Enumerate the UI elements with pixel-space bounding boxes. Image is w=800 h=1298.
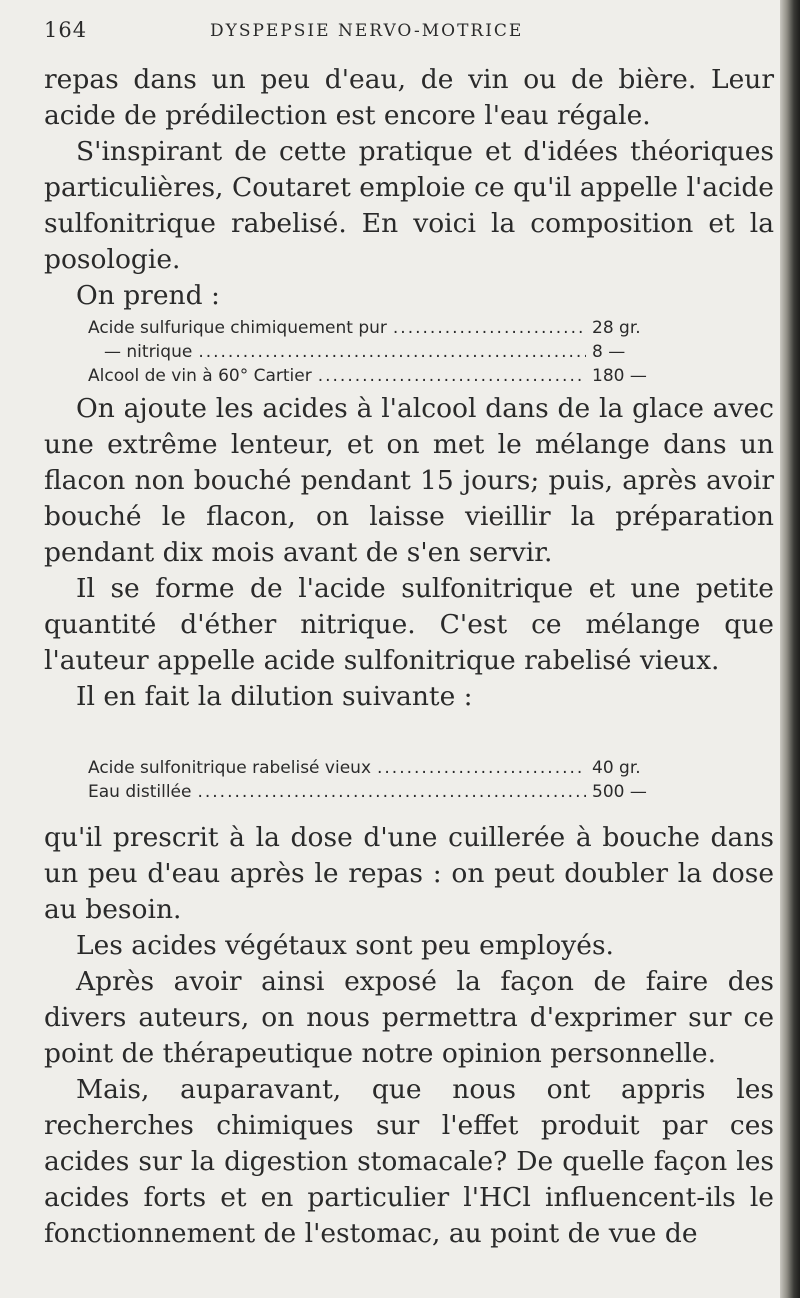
paragraph: Après avoir ainsi exposé la façon de faire des divers auteurs, on nous permettra d'exprimer sur ce point de thérapeutique notre opinion personnelle. — [44, 966, 774, 1069]
recipe-row — [88, 364, 684, 388]
recipe-quantity: 8 — — [592, 342, 626, 362]
paragraph: On prend : — [76, 280, 220, 311]
paragraph: Il en fait la dilution suivante : — [76, 681, 473, 712]
page-header — [44, 18, 784, 54]
recipe-quantity: 500 — — [592, 782, 647, 802]
dot-leader — [377, 756, 586, 780]
page-number: 164 — [44, 18, 88, 42]
paragraph: Il se forme de l'acide sulfonitrique et une petite quantité d'éther nitrique. C'est ce mélange que l'auteur appelle acide sulfonitrique rabelisé vieux. — [44, 573, 774, 676]
paragraph: S'inspirant de cette pratique et d'idées théoriques particulières, Coutaret emploie ce qu'il appelle l'acide sulfonitrique rabelisé. En voici la composition et la posologie. — [44, 136, 774, 275]
recipe-quantity: 180 — — [592, 366, 647, 386]
dot-leader — [393, 316, 586, 340]
paragraph: Mais, auparavant, que nous ont appris les recherches chimiques sur l'effet produit par ces acides sur la digestion stomacale? De quelle façon les acides forts et en particulier l'HCl influencent-ils le fonctionnement de l'estomac, au point de vue de — [44, 1074, 774, 1249]
recipe-table-2 — [88, 756, 684, 804]
recipe-ingredient: Alcool de vin à 60° Cartier — [88, 366, 312, 386]
page-edge-shadow — [780, 0, 800, 1298]
running-title: DYSPEPSIE NERVO-MOTRICE — [210, 21, 524, 41]
recipe-ingredient: Acide sulfonitrique rabelisé vieux — [88, 758, 371, 778]
recipe-ingredient: — nitrique — [104, 342, 193, 362]
recipe-ingredient: Acide sulfurique chimiquement pur — [88, 318, 387, 338]
recipe-quantity: 40 gr. — [592, 758, 641, 778]
recipe-ingredient: Eau distillée — [88, 782, 192, 802]
dot-leader — [318, 364, 586, 388]
recipe-table-1 — [88, 316, 684, 388]
text-block-bottom — [44, 820, 774, 1252]
dot-leader — [197, 780, 586, 804]
recipe-quantity: 28 gr. — [592, 318, 641, 338]
recipe-row — [88, 780, 684, 804]
text-block-middle — [44, 391, 774, 715]
paragraph: On ajoute les acides à l'alcool dans de la glace avec une extrême lenteur, et on met le mélange dans un flacon non bouché pendant 15 jours; puis, après avoir bouché le flacon, on laisse vieillir la préparation pendant dix mois avant de s'en servir. — [44, 393, 774, 568]
paragraph: Les acides végétaux sont peu employés. — [76, 930, 614, 961]
text-block-top — [44, 62, 774, 314]
recipe-row — [88, 340, 684, 364]
recipe-row — [88, 756, 684, 780]
dot-leader — [198, 340, 586, 364]
recipe-row — [88, 316, 684, 340]
paragraph: repas dans un peu d'eau, de vin ou de bière. Leur acide de prédilection est encore l'eau régale. — [44, 64, 774, 131]
paragraph: qu'il prescrit à la dose d'une cuillerée à bouche dans un peu d'eau après le repas : on peut doubler la dose au besoin. — [44, 822, 774, 925]
